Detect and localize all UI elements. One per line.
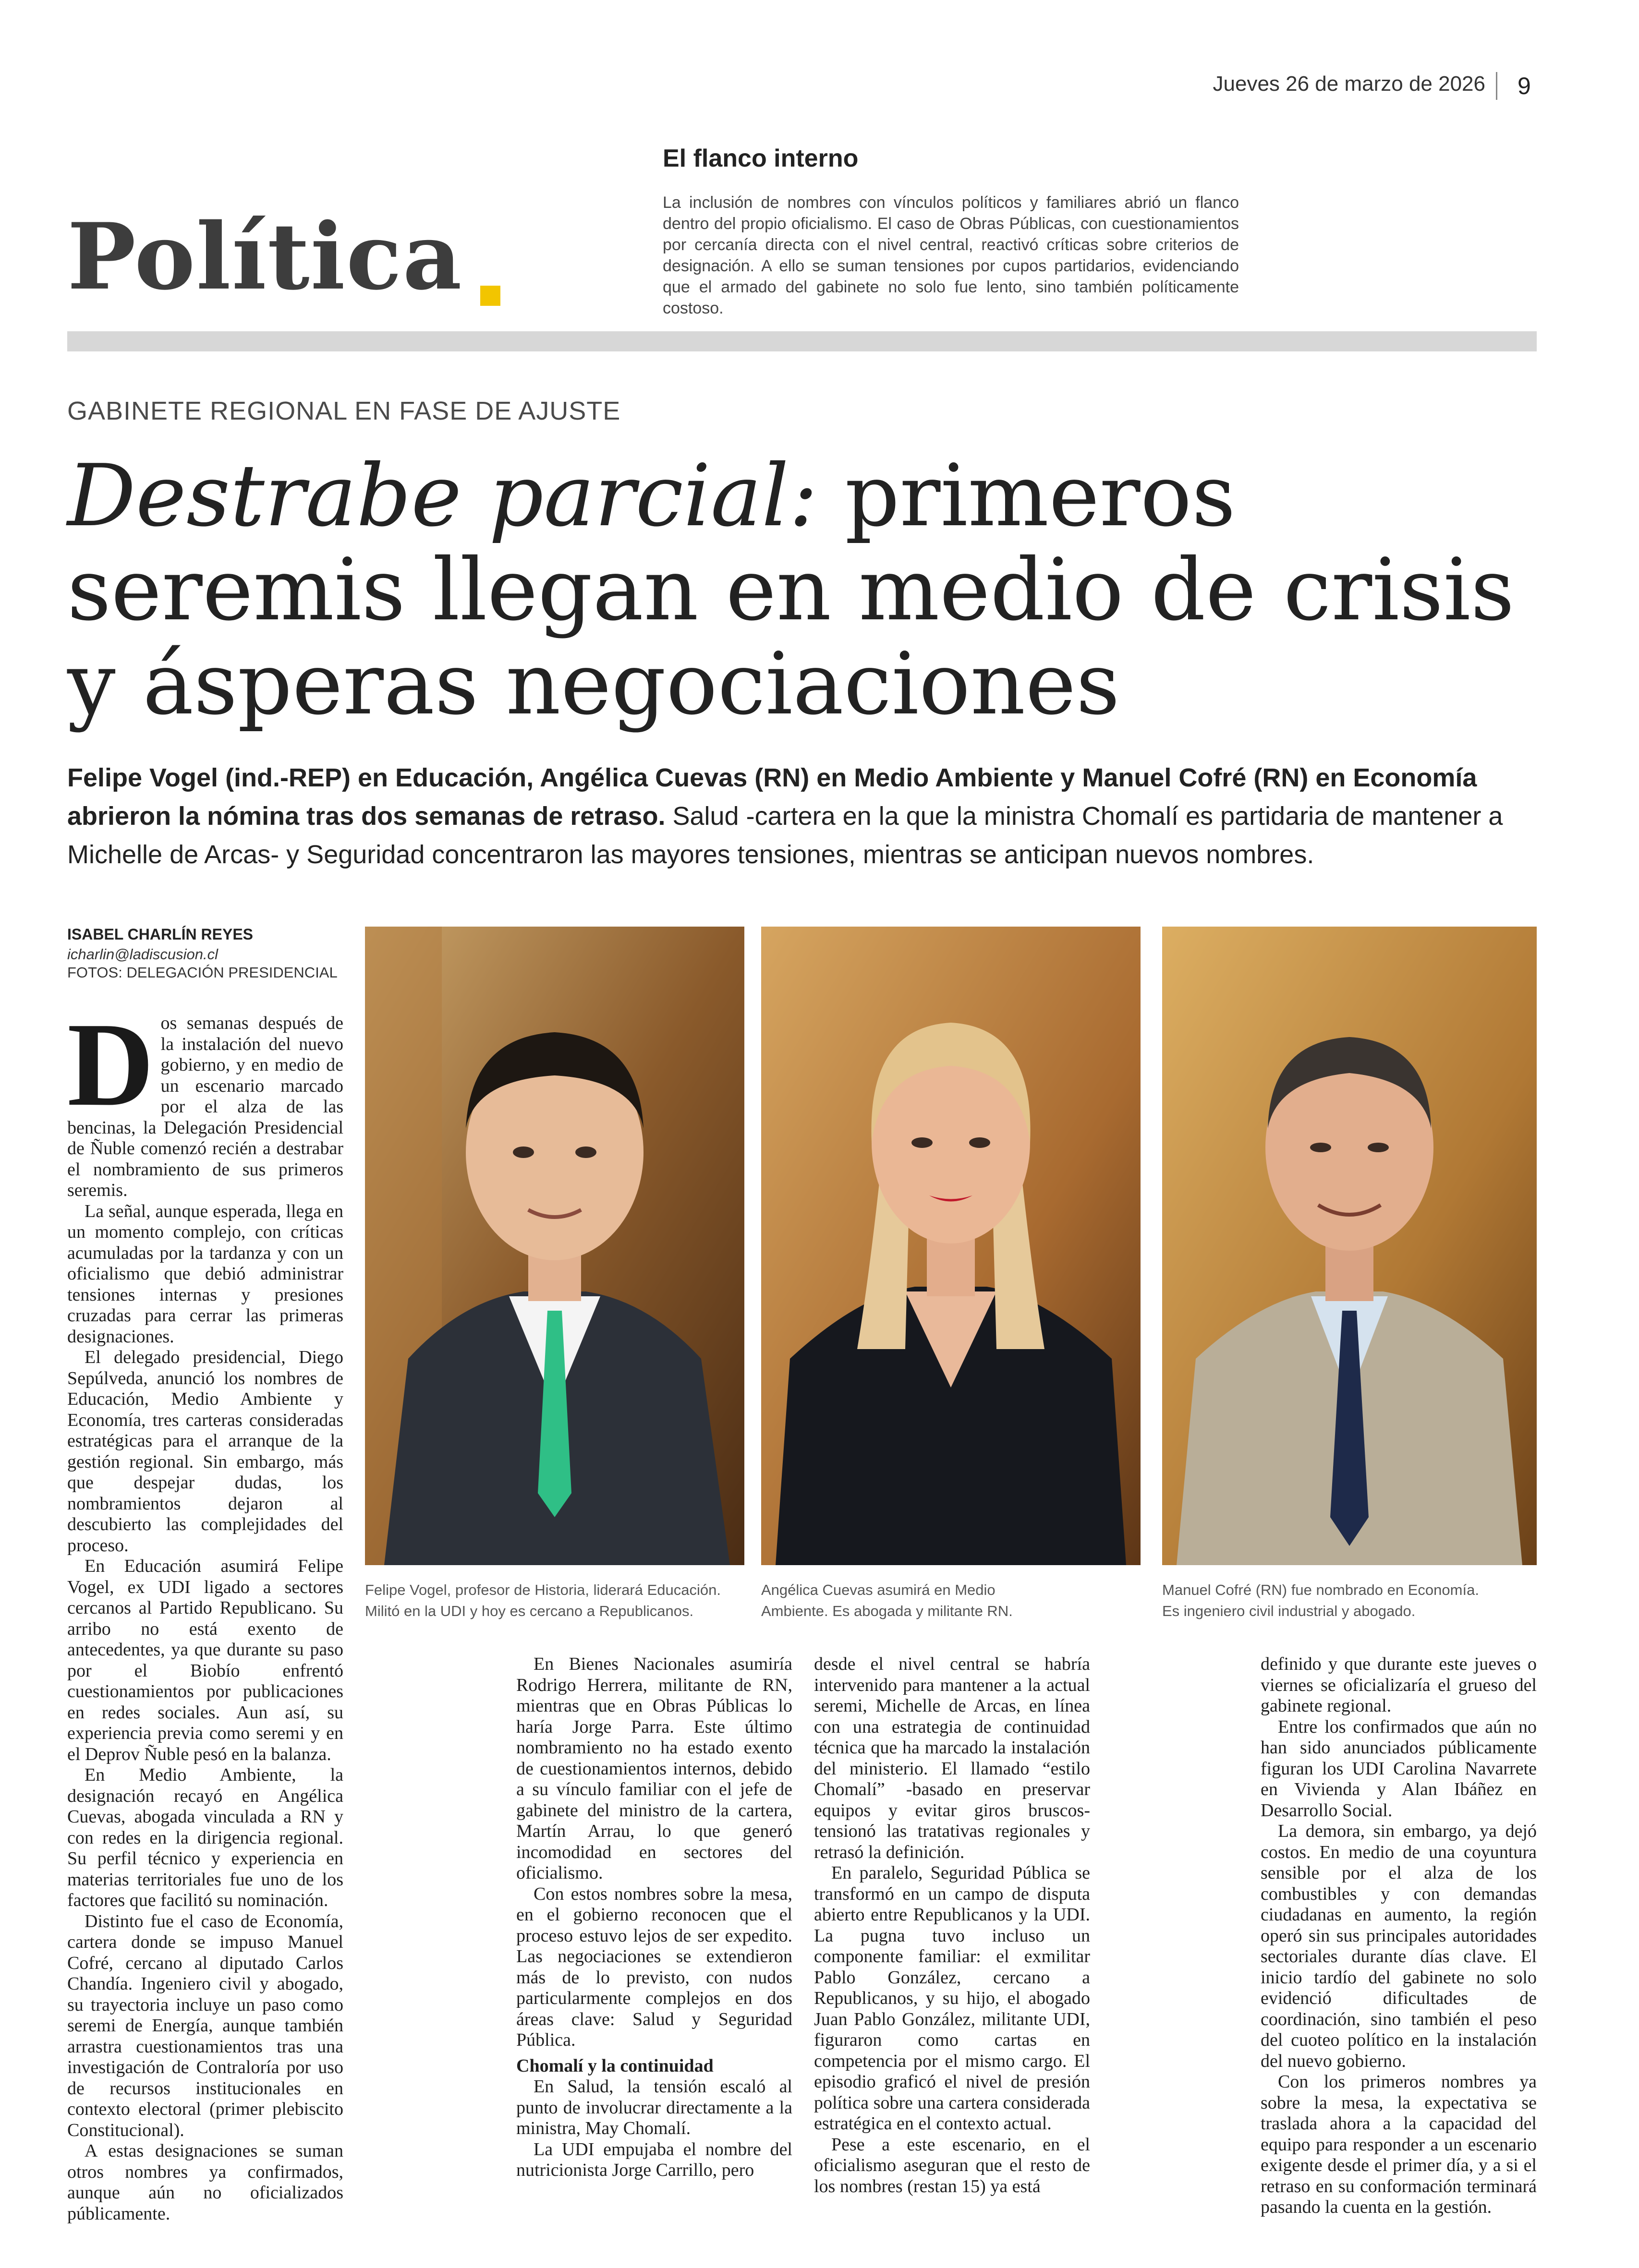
body-paragraph: Con los primeros nombres ya sobre la mesa, la expectativa se traslada ahora a la capacidad del equipo para responder a un escenario exigente desde el primer día, y a si el retraso en su conformación terminará pasando la cuenta en la gestión. (1261, 2072, 1537, 2217)
lead-paragraph (67, 759, 1546, 874)
body-paragraph: En Salud, la tensión escaló al punto de involucrar directamente a la ministra, May Chomalí. (516, 2076, 792, 2138)
body-paragraph: En Medio Ambiente, la designación recayó en Angélica Cuevas, abogada vinculada a RN y con redes en la dirigencia regional. Su perfil técnico y experiencia en materias territoriales fue uno de los factores que facilitó su nominación. (67, 1765, 343, 1910)
body-column-4 (1261, 1654, 1537, 2218)
body-column-3 (814, 1654, 1090, 2197)
photo-manuel-cofre (1162, 927, 1537, 1565)
body-paragraph: En paralelo, Seguridad Pública se transformó en un campo de disputa abierto entre Republicanos y la UDI. La pugna tuvo incluso un componente familiar: el exmilitar Pablo González, cercano a Republicanos, y su hijo, el abogado Juan Pablo González, militante UDI, figuraron como cartas en competencia por el mismo cargo. El episodio graficó el nivel de presión política sobre una cartera considerada estratégica en el contexto actual. (814, 1863, 1090, 2134)
body-paragraph: En Educación asumirá Felipe Vogel, ex UDI ligado a sectores cercanos al Partido Republicano. Su arribo no está exento de antecedentes, ya que durante su paso por el Biobío enfrentó cuestionamientos por publicaciones en redes sociales. Aun así, su experiencia previa como seremi y en el Deprov Ñuble pesó en la balanza. (67, 1556, 343, 1764)
body-column-1 (67, 998, 343, 2224)
body-paragraph: En Bienes Nacionales asumiría Rodrigo Herrera, militante de RN, mientras que en Obras Públicas lo haría Jorge Parra. Este último nombramiento no ha estado exento de cuestionamientos internos, debido a su vínculo familiar con el jefe de gabinete del ministro de la cartera, Martín Arrau, lo que generó incomodidad en sectores del oficialismo. (516, 1654, 792, 1883)
body-paragraph: Con estos nombres sobre la mesa, en el gobierno reconocen que el proceso estuvo lejos de ser expedito. Las negociaciones se extendieron más de lo previsto, con nudos particularmente complejos en dos áreas clave: Salud y Seguridad Pública. (516, 1883, 792, 2050)
body-paragraph: desde el nivel central se habría intervenido para mantener a la actual seremi, Michelle de Arcas, en línea con una estrategia de continuidad técnica que ha marcado la instalación del ministerio. El llamado “estilo Chomalí” -basado en preservar equipos y evitar giros bruscos- tensionó las tratativas regionales y retrasó la definición. (814, 1654, 1090, 1862)
section-title: Política (67, 203, 463, 310)
paragraph-text: os semanas después de la instalación del nuevo gobierno, y en medio de un escenario marcado por el alza de las bencinas, la Delegación Presidencial de Ñuble comenzó recién a destrabar el nombramiento de sus primeros seremis. (67, 1013, 343, 1200)
caption-line: Militó en la UDI y hoy es cercano a Republicanos. (365, 1603, 694, 1619)
headline-italic: Destrabe parcial: (67, 446, 818, 545)
body-paragraph: definido y que durante este jueves o viernes se oficializaría el grueso del gabinete regional. (1261, 1654, 1537, 1716)
photo-caption-2 (761, 1580, 1013, 1622)
body-paragraph: El delegado presidencial, Diego Sepúlveda, anunció los nombres de Educación, Medio Ambiente y Economía, tres carteras consideradas estratégicas para el arranque de la gestión regional. Sin embargo, más que despejar dudas, los nombramientos dejaron al descubierto las complejidades del proceso. (67, 1347, 343, 1556)
body-paragraph: La UDI empujaba el nombre del nutricionista Jorge Carrillo, pero (516, 2139, 792, 2180)
caption-line: Angélica Cuevas asumirá en Medio (761, 1581, 996, 1598)
issue-date: Jueves 26 de marzo de 2026 (1213, 72, 1485, 96)
headline (67, 446, 1556, 734)
section-divider-bar (67, 331, 1537, 351)
photo-felipe-vogel (365, 927, 744, 1565)
photo-caption-1 (365, 1580, 721, 1622)
byline-photo-credit: FOTOS: DELEGACIÓN PRESIDENCIAL (67, 964, 338, 981)
byline-author: ISABEL CHARLÍN REYES (67, 926, 254, 943)
lead-rest: Salud -cartera en la que la ministra Chomalí es partidaria de mantener a Michelle de Arcas- y Seguridad concentraron las mayores tensiones, mientras se anticipan nuevos nombres. (67, 802, 1503, 869)
caption-line: Felipe Vogel, profesor de Historia, liderará Educación. (365, 1581, 721, 1598)
page-number: 9 (1518, 72, 1531, 99)
header-divider (1496, 72, 1497, 100)
photo-caption-3 (1162, 1580, 1479, 1622)
body-paragraph: La demora, sin embargo, ya dejó costos. En medio de una coyuntura sensible por el alza de los combustibles y con demandas ciudadanas en aumento, la región operó sin sus principales autoridades sectoriales durante días clave. El inicio tardío del gabinete no solo evidenció dificultades de coordinación, sino también el peso del cuoteo político en la instalación del nuevo gobierno. (1261, 1821, 1537, 2071)
section-accent-square (480, 286, 500, 306)
body-paragraph: Pese a este escenario, en el oficialismo aseguran que el resto de los nombres (restan 15) ya está (814, 2134, 1090, 2196)
sidebar-title: El flanco interno (663, 145, 859, 172)
body-paragraph (67, 998, 343, 1201)
kicker: GABINETE REGIONAL EN FASE DE AJUSTE (67, 397, 621, 425)
body-column-2 (516, 1654, 792, 2181)
drop-cap: D (67, 998, 154, 1131)
subheading: Chomalí y la continuidad (516, 2055, 714, 2076)
caption-line: Ambiente. Es abogada y militante RN. (761, 1603, 1013, 1619)
body-paragraph: Entre los confirmados que aún no han sido anunciados públicamente figuran los UDI Carolina Navarrete en Vivienda y Alan Ibáñez en Desarrollo Social. (1261, 1716, 1537, 1821)
body-paragraph: A estas designaciones se suman otros nombres ya confirmados, aunque aún no oficializados públicamente. (67, 2141, 343, 2224)
byline-email[interactable]: icharlin@ladiscusion.cl (67, 946, 219, 963)
sidebar-text: La inclusión de nombres con vínculos políticos y familiares abrió un flanco dentro del propio oficialismo. El caso de Obras Públicas, con cuestionamientos por cercanía directa con el nivel central, reactivó críticas sobre criterios de designación. A ello se suman tensiones por cupos partidarios, evidenciando que el armado del gabinete no solo fue lento, sino también políticamente costoso. (663, 193, 1239, 317)
headline-rest: primeros seremis llegan en medio de crisis y ásperas negociaciones (67, 446, 1515, 734)
caption-line: Es ingeniero civil industrial y abogado. (1162, 1603, 1416, 1619)
body-paragraph: Distinto fue el caso de Economía, cartera donde se impuso Manuel Cofré, cercano al diputado Carlos Chandía. Ingeniero civil y abogado, su trayectoria incluye un paso como seremi de Energía, aunque también arrastra cuestionamientos tras una investigación de Contraloría por uso de recursos institucionales en contexto electoral (primer plebiscito Constitucional). (67, 1911, 343, 2140)
body-paragraph: La señal, aunque esperada, llega en un momento complejo, con críticas acumuladas por la tardanza y con un oficialismo que debió administrar tensiones internas y presiones cruzadas para cerrar las primeras designaciones. (67, 1201, 343, 1347)
lead-bold: Felipe Vogel (ind.-REP) en Educación, Angélica Cuevas (RN) en Medio Ambiente y Manuel Cofré (RN) en Economía abrieron la nómina tras dos semanas de retraso. (67, 763, 1477, 831)
photo-angelica-cuevas (761, 927, 1141, 1565)
caption-line: Manuel Cofré (RN) fue nombrado en Economía. (1162, 1581, 1479, 1598)
